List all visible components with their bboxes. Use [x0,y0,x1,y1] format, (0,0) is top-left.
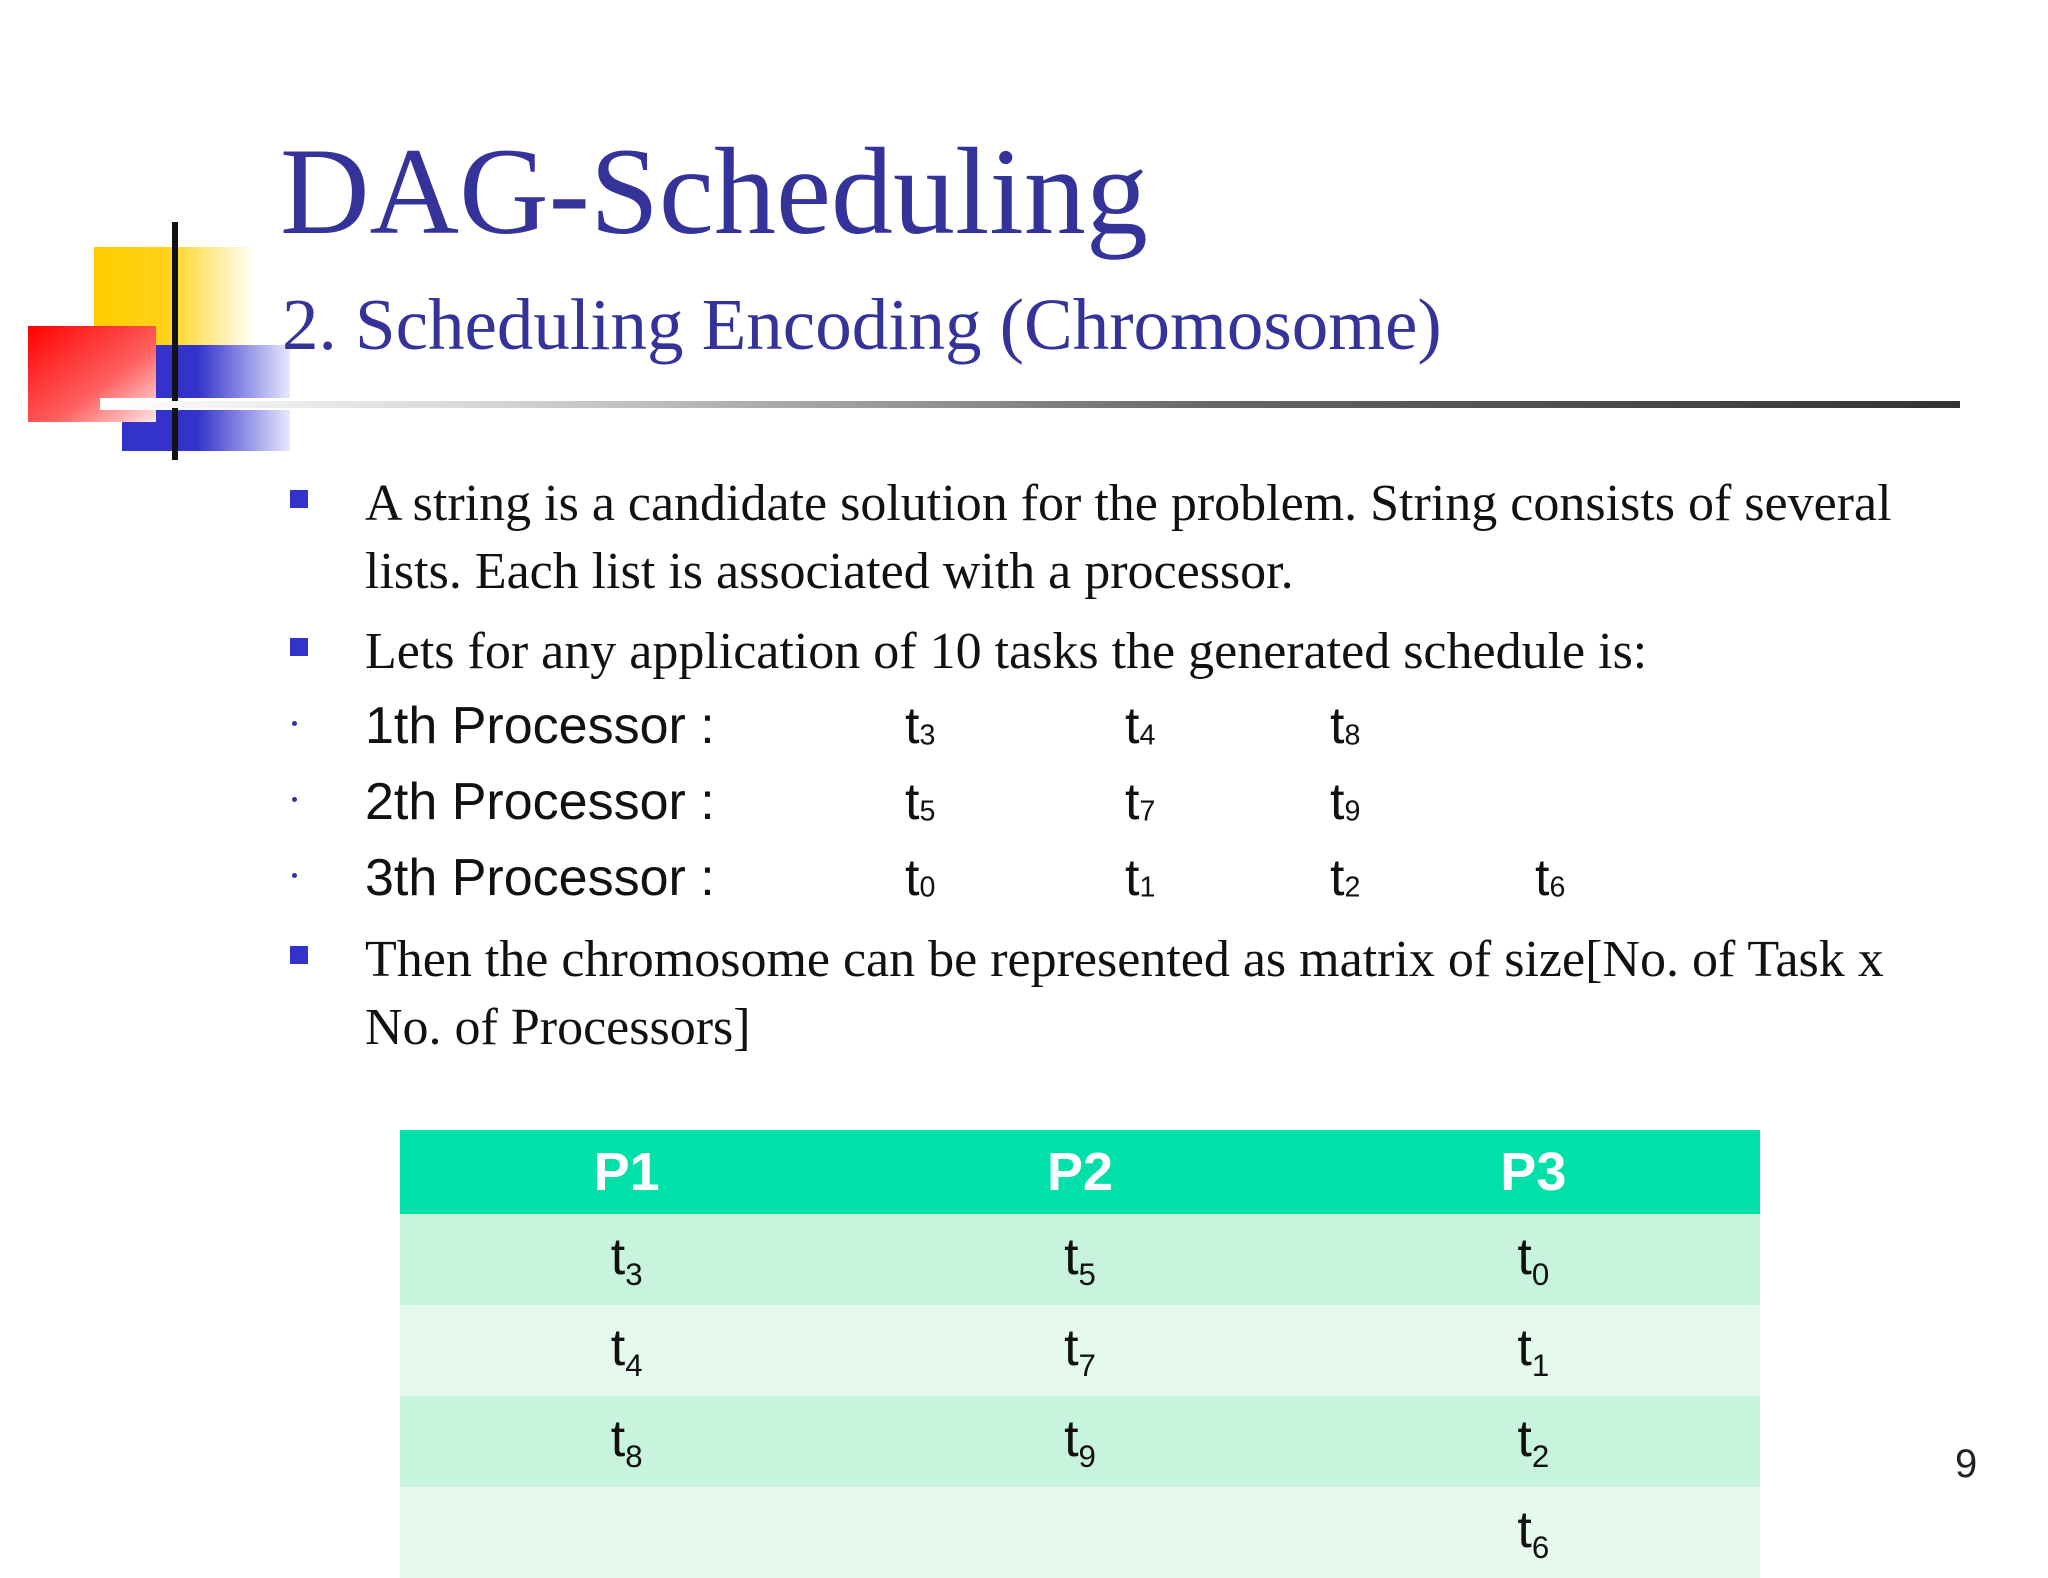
task-index: 4 [1139,719,1156,752]
task-letter: t [905,849,920,907]
task-letter: t [1517,1318,1532,1377]
dot-bullet-icon [292,797,297,802]
task-cell [1125,764,1155,849]
bullet-list [290,470,1910,1062]
task-cell [1330,764,1360,849]
task-index: 9 [1344,795,1361,828]
matrix-cell [853,1305,1306,1396]
task-letter: t [610,1409,626,1468]
matrix-cell [1307,1487,1760,1578]
processor-row [290,688,1910,764]
task-index: 7 [1139,795,1156,828]
dot-bullet-icon [292,873,297,878]
task-cell [1535,840,1565,925]
task-letter: t [1064,1409,1079,1468]
processor-label: 2th Processor : [365,773,715,831]
bullet-text: Lets for any application of 10 tasks the generated schedule is: [365,623,1648,680]
matrix-row [400,1487,1760,1578]
task-letter: t [1517,1500,1532,1559]
task-letter: t [1330,697,1345,755]
bullet-item [290,926,1910,1062]
matrix-cell [1307,1396,1760,1487]
slide-subtitle: 2. Scheduling Encoding (Chromosome) [282,284,1442,365]
task-index: 5 [919,795,936,828]
square-bullet-icon [290,946,308,964]
task-letter: t [610,1318,626,1377]
matrix-cell [1307,1305,1760,1396]
decorative-logo [0,0,300,470]
task-index: 2 [1531,1438,1550,1474]
task-index: 3 [625,1256,643,1292]
bullet-text: Then the chromosome can be represented as matrix of size[No. of Task x No. of Processors] [365,931,1884,1056]
processor-label: 1th Processor : [365,697,715,755]
task-letter: t [610,1227,626,1286]
matrix-cell [1307,1214,1760,1305]
task-index: 6 [1549,871,1566,904]
matrix-header-cell: P2 [853,1130,1306,1214]
slide-title: DAG-Scheduling [280,123,1148,260]
matrix-header-row [400,1130,1760,1214]
task-cell [905,764,935,849]
task-letter: t [1517,1409,1532,1468]
task-letter: t [905,773,920,831]
processor-schedule-list [290,688,1910,916]
square-bullet-icon [290,638,308,656]
bullet-item [290,618,1910,686]
task-cell [1330,840,1360,925]
logo-vertical-line [172,222,178,460]
task-cell [905,840,935,925]
matrix-cell [853,1396,1306,1487]
task-letter: t [1125,849,1140,907]
task-letter: t [1330,849,1345,907]
task-cell [1330,688,1360,773]
square-bullet-icon [290,490,308,508]
task-index: 9 [1078,1438,1096,1474]
task-letter: t [905,697,920,755]
task-letter: t [1517,1227,1532,1286]
task-index: 8 [625,1438,643,1474]
task-index: 8 [1344,719,1361,752]
task-index: 5 [1078,1256,1096,1292]
title-divider [100,401,1960,408]
bullet-item [290,470,1910,606]
task-index: 1 [1139,871,1156,904]
matrix-row [400,1305,1760,1396]
task-index: 2 [1344,871,1361,904]
task-index: 0 [919,871,936,904]
task-index: 1 [1531,1347,1550,1383]
task-index: 6 [1531,1529,1550,1565]
matrix-header-cell: P1 [400,1130,853,1214]
task-index: 0 [1531,1256,1550,1292]
processor-row [290,764,1910,840]
processor-label: 3th Processor : [365,849,715,907]
task-letter: t [1125,773,1140,831]
task-index: 3 [919,719,936,752]
task-cell [905,688,935,773]
matrix-row [400,1214,1760,1305]
bullet-text: A string is a candidate solution for the problem. String consists of several lists. Each list is associated with a processor. [365,475,1892,600]
matrix-cell [400,1214,853,1305]
matrix-cell [400,1487,853,1578]
task-letter: t [1125,697,1140,755]
matrix-cell [853,1487,1306,1578]
task-letter: t [1330,773,1345,831]
task-index: 7 [1078,1347,1096,1383]
task-letter: t [1064,1318,1079,1377]
matrix-cell [400,1396,853,1487]
task-index: 4 [625,1347,643,1383]
task-cell [1125,688,1155,773]
matrix-row [400,1396,1760,1487]
processor-row [290,840,1910,916]
task-letter: t [1064,1227,1079,1286]
task-cell [1125,840,1155,925]
matrix-header-cell: P3 [1307,1130,1760,1214]
chromosome-matrix [400,1130,1760,1578]
task-letter: t [1535,849,1550,907]
matrix-cell [853,1214,1306,1305]
dot-bullet-icon [292,721,297,726]
page-number: 9 [1955,1442,1978,1486]
matrix-cell [400,1305,853,1396]
